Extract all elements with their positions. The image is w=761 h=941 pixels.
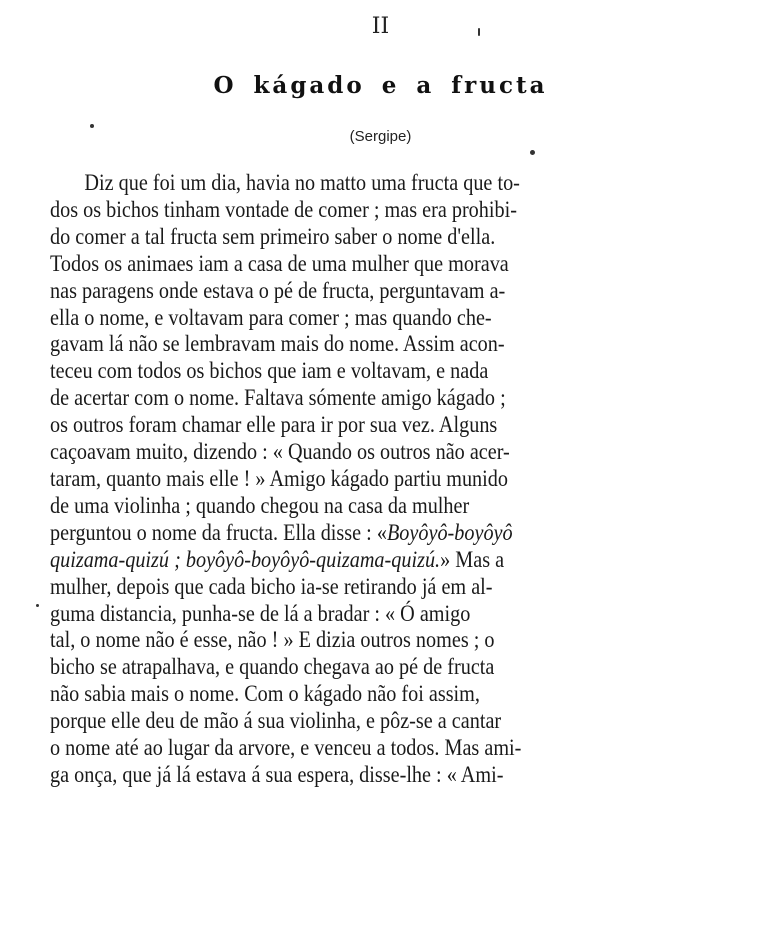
fruit-name-italic: Boyôyô-boyôyô — [386, 519, 513, 546]
story-region-subtitle: (Sergipe) — [349, 128, 412, 145]
body-line: Todos os animaes iam a casa de uma mulher que morava — [50, 250, 509, 277]
body-line: guma distancia, punha-se de lá a bradar : « Ó amigo — [50, 600, 471, 627]
print-speck — [478, 28, 480, 36]
body-line: Diz que foi um dia, havia no matto uma fructa que to- — [84, 170, 520, 196]
body-line: taram, quanto mais elle ! » Amigo kágado partiu munido — [50, 465, 509, 492]
print-speck — [36, 604, 39, 607]
fruit-name-italic: quizama-quizú ; boyôyô-boyôyô-quizama-quizú. — [50, 546, 441, 573]
body-line: caçoavam muito, dizendo : « Quando os outros não acer- — [50, 439, 510, 466]
body-line: ga onça, que já lá estava á sua espera, disse-lhe : « Ami- — [50, 761, 504, 788]
body-line: ella o nome, e voltavam para comer ; mas quando che- — [50, 304, 492, 331]
body-line: gavam lá não se lembravam mais do nome. Assim acon- — [50, 331, 505, 358]
body-line: não sabia mais o nome. Com o kágado não foi assim, — [50, 681, 480, 708]
chapter-number: II — [371, 14, 390, 39]
body-line: quizama-quizú ; boyôyô-boyôyô-quizama-quizú. » Mas a — [50, 546, 505, 573]
body-line: teceu com todos os bichos que iam e voltavam, e nada — [50, 358, 489, 385]
body-line: porque elle deu de mão á sua violinha, e pôz-se a cantar — [50, 708, 502, 735]
body-line: de uma violinha ; quando chegou na casa da mulher — [50, 492, 470, 519]
body-line: tal, o nome não é esse, não ! » E dizia outros nomes ; o — [50, 627, 495, 654]
body-line: perguntou o nome da fructa. Ella disse : « Boyôyô-boyôyô — [50, 519, 513, 546]
print-speck — [530, 150, 535, 155]
print-speck — [90, 124, 94, 128]
body-line: do comer a tal fructa sem primeiro saber o nome d'ella. — [50, 223, 496, 250]
body-line: os outros foram chamar elle para ir por sua vez. Alguns — [50, 412, 498, 439]
body-line: bicho se atrapalhava, e quando chegava ao pé de fructa — [50, 654, 495, 681]
body-line: nas paragens onde estava o pé de fructa, perguntavam a- — [50, 277, 506, 304]
body-line: dos os bichos tinham vontade de comer ; mas era prohibi- — [50, 196, 517, 223]
story-title: O kágado e a fructa — [213, 72, 548, 99]
body-line: de acertar com o nome. Faltava sómente amigo kágado ; — [50, 385, 506, 412]
story-body — [50, 170, 730, 789]
body-line: o nome até ao lugar da arvore, e venceu a todos. Mas ami- — [50, 735, 522, 762]
body-line: mulher, depois que cada bicho ia-se retirando já em al- — [50, 573, 493, 600]
